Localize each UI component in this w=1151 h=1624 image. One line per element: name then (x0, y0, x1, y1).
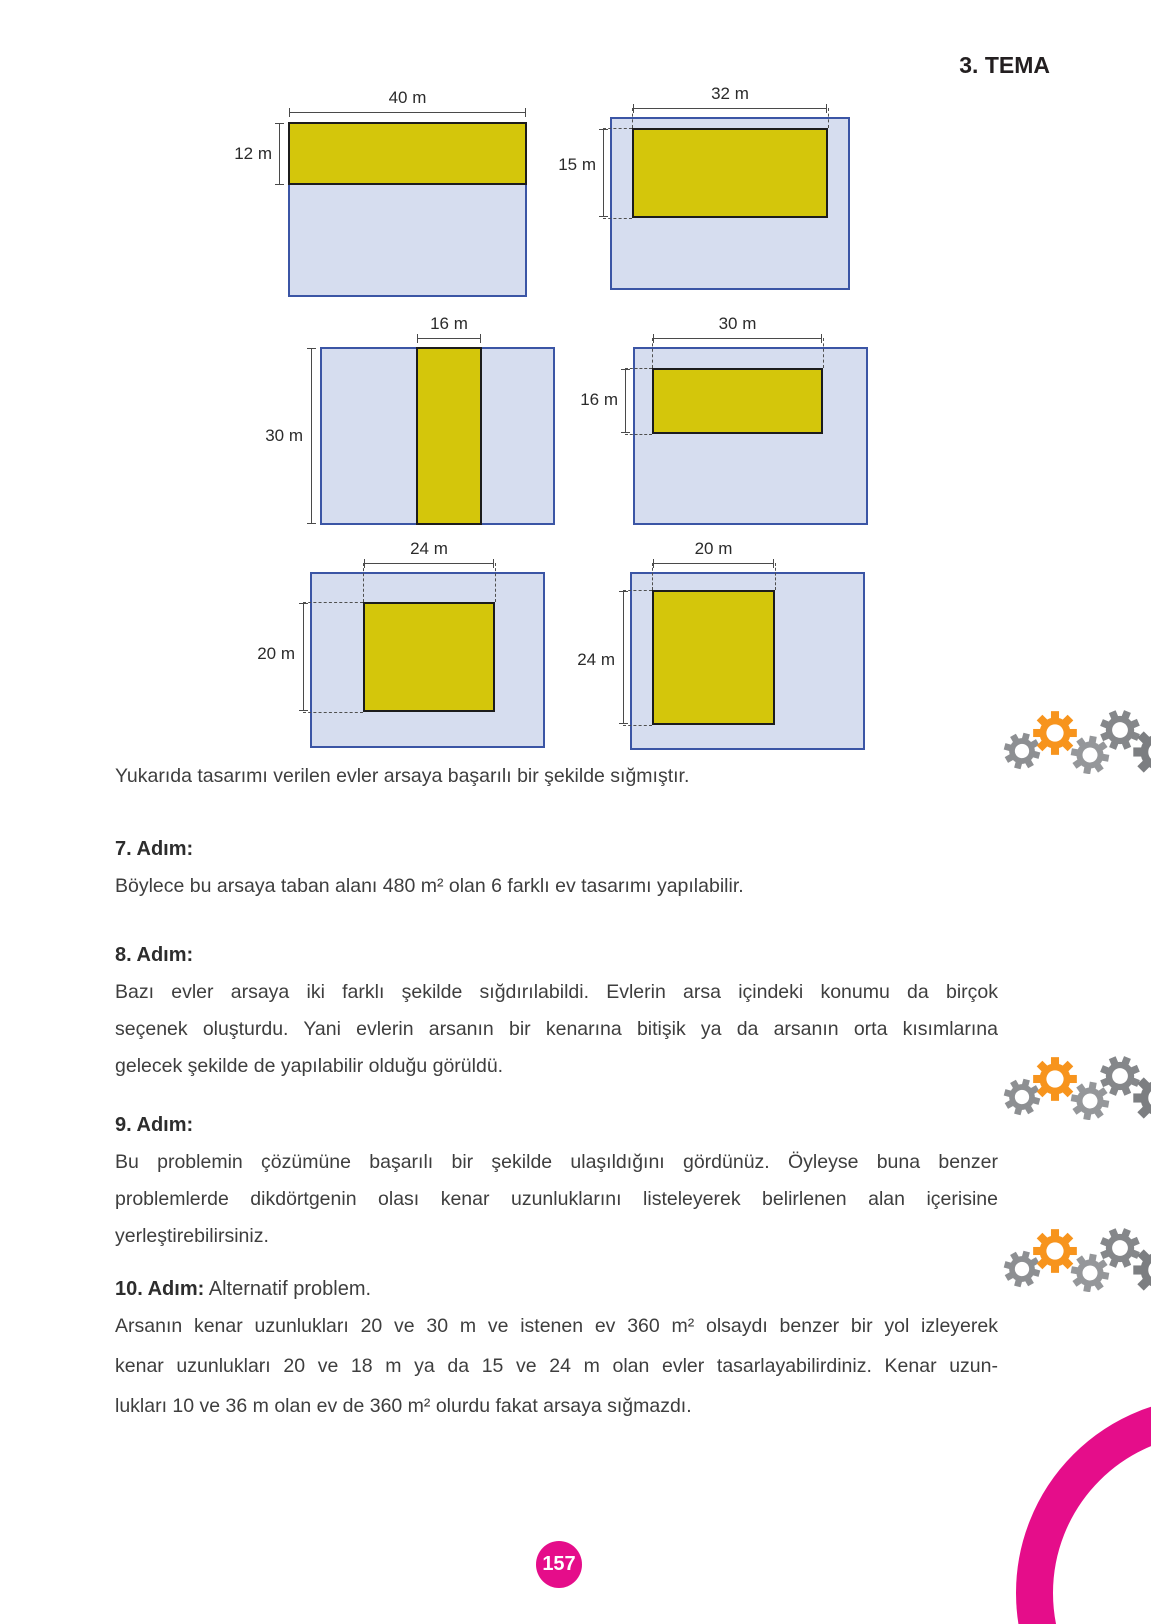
step-title-suffix: Alternatif problem. (204, 1278, 372, 1300)
step-title-label: 8. Adım: (115, 944, 194, 966)
guide-dash (495, 563, 496, 602)
guide-dash (625, 434, 652, 435)
step-8 (115, 944, 998, 1092)
guide-dash (303, 602, 363, 603)
paragraph-line: seçenek oluşturdu. Yani evlerin arsanın bir kenarına bitişik ya da arsanın orta kısımlarına (115, 1018, 998, 1040)
guide-dash (632, 108, 633, 128)
step-title (115, 1278, 998, 1301)
width-dimension-label: 20 m (694, 539, 733, 558)
gears-icon (1000, 1222, 1151, 1292)
width-dimension-line (289, 112, 526, 113)
height-dimension-label: 24 m (577, 650, 615, 669)
paragraph-line: yerleştirebilirsiniz. (115, 1225, 269, 1247)
guide-dash (775, 563, 776, 590)
width-dimension-line (417, 338, 481, 339)
paragraph-line: Bu problemin çözümüne başarılı bir şekilde ulaşıldığını gördünüz. Öyleyse buna benzer (115, 1151, 998, 1173)
gears-icon (1000, 1050, 1151, 1120)
guide-dash (625, 368, 652, 369)
height-dimension-label: 20 m (257, 644, 295, 663)
height-dimension-label: 12 m (234, 144, 272, 163)
paragraph-line: Arsanın kenar uzunlukları 20 ve 30 m ve istenen ev 360 m² olsaydı benzer bir yol izleyerek (115, 1315, 998, 1337)
step-title-label: 9. Adım: (115, 1114, 194, 1136)
house-rect (363, 602, 495, 712)
step-body (115, 1151, 998, 1262)
width-dimension-label: 24 m (410, 539, 448, 558)
paragraph-line: kenar uzunlukları 20 ve 18 m ya da 15 ve 24 m olan evler tasarlayabilirdiniz. Kenar uzun- (115, 1355, 998, 1377)
theme-header: 3. TEMA (959, 52, 1050, 78)
crescent-decoration (1016, 1397, 1151, 1624)
width-dimension-line (653, 338, 822, 339)
height-dimension-line (603, 129, 604, 217)
guide-dash (603, 128, 632, 129)
width-dimension-label: 40 m (388, 88, 427, 107)
guide-dash (823, 338, 824, 368)
guide-dash (828, 108, 829, 128)
height-dimension-label: 15 m (558, 155, 596, 174)
figure-caption: Yukarıda tasarımı verilen evler arsaya başarılı bir şekilde sığmıştır. (115, 765, 690, 787)
guide-dash (623, 725, 652, 726)
height-dimension-line (303, 603, 304, 711)
step-body (115, 1315, 998, 1435)
house-rect (632, 128, 828, 218)
step-body (115, 981, 998, 1092)
page-number-badge: 157 (536, 1541, 582, 1588)
step-title-label: 7. Adım: (115, 838, 194, 860)
paragraph-line: Böylece bu arsaya taban alanı 480 m² olan 6 farklı ev tasarımı yapılabilir. (115, 875, 744, 897)
height-dimension-label: 30 m (265, 426, 303, 445)
paragraph-line: problemlerde dikdörtgenin olası kenar uzunluklarını listeleyerek belirlenen alan içerisine (115, 1188, 998, 1210)
guide-dash (603, 218, 632, 219)
house-rect (652, 590, 775, 725)
height-dimension-line (311, 348, 312, 524)
width-dimension-label: 16 m (430, 314, 468, 333)
width-dimension-line (633, 108, 827, 109)
gears-icon (1000, 704, 1151, 774)
paragraph-line: gelecek şekilde de yapılabilir olduğu görüldü. (115, 1055, 504, 1077)
height-dimension-label: 16 m (580, 390, 618, 409)
height-dimension-line (623, 591, 624, 724)
step-title (115, 944, 998, 967)
paragraph-line: Bazı evler arsaya iki farklı şekilde sığdırılabildi. Evlerin arsa içindeki konumu da birçok (115, 981, 998, 1003)
step-title (115, 838, 998, 861)
guide-dash (363, 563, 364, 602)
width-dimension-label: 32 m (711, 84, 749, 103)
step-9 (115, 1114, 998, 1262)
guide-dash (303, 712, 363, 713)
width-dimension-label: 30 m (718, 314, 757, 333)
gear-icon (1033, 711, 1077, 755)
paragraph-line: lukları 10 ve 36 m olan ev de 360 m² olurdu fakat arsaya sığmazdı. (115, 1395, 692, 1417)
step-title (115, 1114, 998, 1137)
gear-icon (1033, 1057, 1077, 1101)
house-rect (288, 122, 527, 185)
guide-dash (623, 590, 652, 591)
gear-icon (1033, 1229, 1077, 1273)
step-body (115, 875, 998, 912)
step-7 (115, 838, 998, 912)
width-dimension-line (653, 563, 774, 564)
house-rect (416, 347, 482, 525)
height-dimension-line (625, 369, 626, 433)
figure-house-designs (0, 0, 1151, 770)
step-title-label: 10. Adım: (115, 1278, 205, 1300)
guide-dash (652, 563, 653, 590)
house-rect (652, 368, 823, 434)
height-dimension-line (279, 123, 280, 185)
guide-dash (652, 338, 653, 368)
step-10 (115, 1278, 998, 1435)
width-dimension-line (364, 563, 494, 564)
